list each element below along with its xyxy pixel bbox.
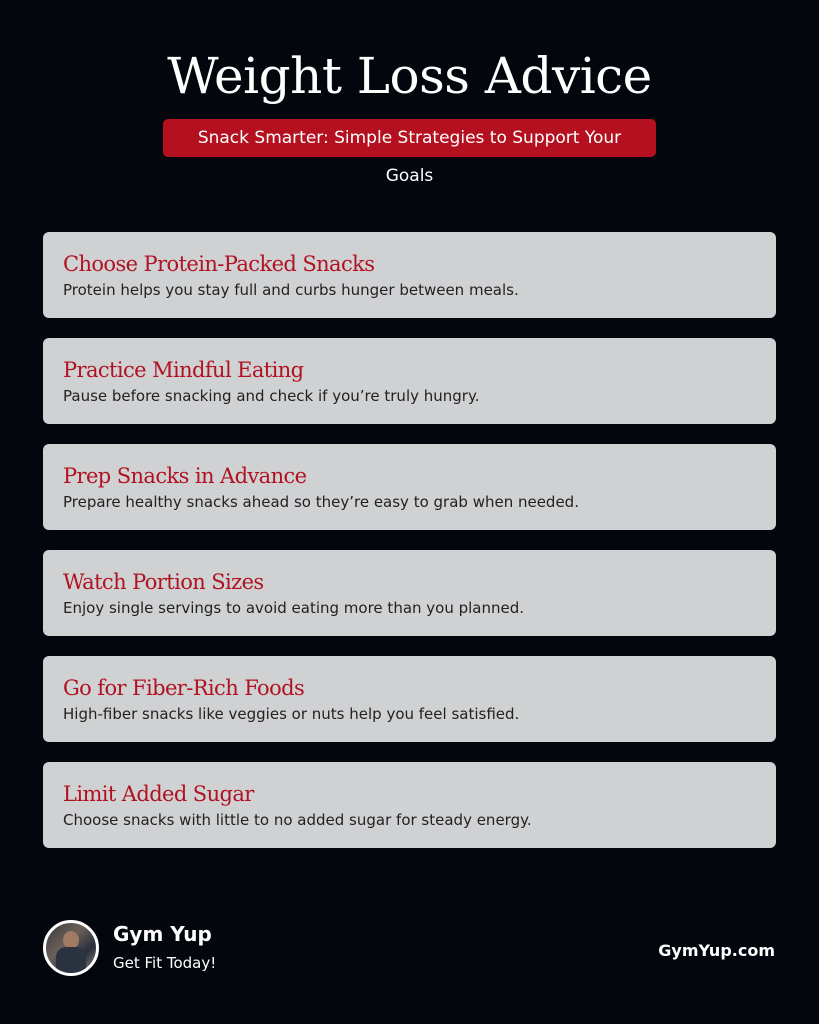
- tip-description: High-fiber snacks like veggies or nuts help you feel satisfied.: [63, 705, 520, 723]
- tip-description: Prepare healthy snacks ahead so they’re easy to grab when needed.: [63, 493, 579, 511]
- tip-description: Choose snacks with little to no added sugar for steady energy.: [63, 811, 532, 829]
- subtitle-banner: [0, 119, 819, 185]
- brand-name: Gym Yup: [113, 922, 212, 946]
- tips-list: [43, 232, 776, 868]
- tip-card-sugar: [43, 762, 776, 848]
- tip-title: Choose Protein-Packed Snacks: [63, 252, 375, 276]
- subtitle: Snack Smarter: Simple Strategies to Support Your Goals: [163, 119, 656, 157]
- brand-text: [113, 921, 216, 975]
- footer-brand: [43, 920, 216, 976]
- tip-description: Pause before snacking and check if you’re truly hungry.: [63, 387, 480, 405]
- tip-card-protein: [43, 232, 776, 318]
- tip-title: Limit Added Sugar: [63, 782, 254, 806]
- tip-title: Practice Mindful Eating: [63, 358, 304, 382]
- tip-card-mindful: [43, 338, 776, 424]
- avatar-torso: [56, 947, 86, 976]
- tip-title: Go for Fiber-Rich Foods: [63, 676, 305, 700]
- page-title: Weight Loss Advice: [167, 47, 652, 105]
- tip-card-portion: [43, 550, 776, 636]
- tip-card-prep: [43, 444, 776, 530]
- tip-card-fiber: [43, 656, 776, 742]
- avatar-icon: [43, 920, 99, 976]
- tip-title: Prep Snacks in Advance: [63, 464, 307, 488]
- brand-tagline: Get Fit Today!: [113, 954, 217, 972]
- tip-title: Watch Portion Sizes: [63, 570, 264, 594]
- website-link[interactable]: GymYup.com: [658, 941, 775, 960]
- tip-description: Enjoy single servings to avoid eating more than you planned.: [63, 599, 525, 617]
- tip-description: Protein helps you stay full and curbs hunger between meals.: [63, 281, 519, 299]
